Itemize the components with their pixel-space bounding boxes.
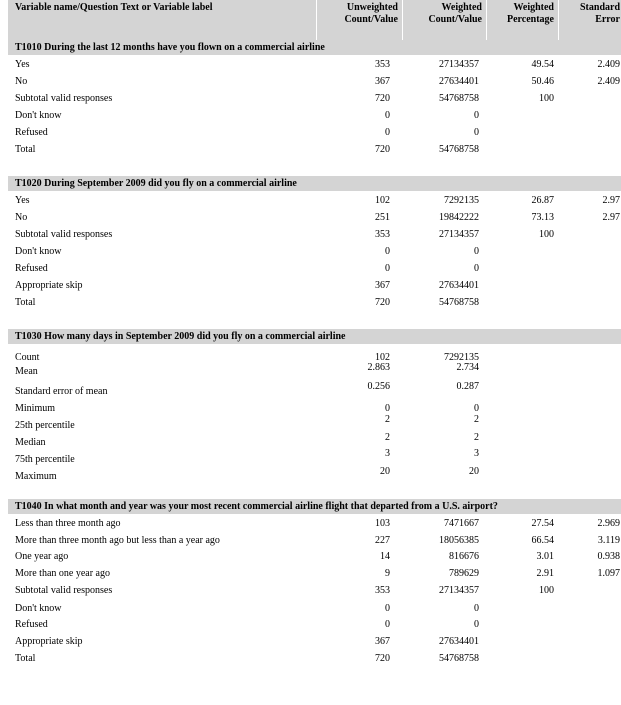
table-row [8,193,621,208]
standard-error: 2.97 [602,195,620,206]
section-title [8,176,621,191]
unweighted-value: 227 [375,535,390,546]
weighted-value: 18056385 [439,535,479,546]
row-label: Minimum [15,403,56,414]
table-row [8,142,621,157]
unweighted-value: 103 [375,518,390,529]
section-title [8,40,621,55]
row-label: Don't know [15,246,62,257]
header-variable: Variable name/Question Text or Variable label [15,2,213,13]
row-label: No [15,76,28,87]
table-row [8,516,621,531]
standard-error: 2.97 [602,212,620,223]
header-standard-error-line2: Error [595,14,620,25]
row-label: One year ago [15,551,69,562]
unweighted-value: 0 [385,110,390,121]
row-label: Total [15,653,36,664]
row-label: Count [15,352,40,363]
row-label: 75th percentile [15,454,75,465]
row-label: Subtotal valid responses [15,93,113,104]
row-label: Don't know [15,110,62,121]
table-row [8,210,621,225]
weighted-percentage: 50.46 [531,76,554,87]
header-weighted-percentage [488,2,554,26]
standard-error: 0.938 [597,551,620,562]
unweighted-value: 0 [385,246,390,257]
weighted-value: 27134357 [439,229,479,240]
row-label: Refused [15,619,48,630]
row-label: Appropriate skip [15,280,83,291]
weighted-value: 2 [474,414,479,425]
weighted-value: 27634401 [439,76,479,87]
row-label: Subtotal valid responses [15,585,113,596]
unweighted-value: 102 [375,352,390,363]
section-title-text: T1010 During the last 12 months have you flown on a commercial airline [15,42,325,53]
weighted-percentage: 100 [539,229,554,240]
header-weighted-percentage-line1: Weighted [513,2,554,13]
weighted-percentage: 3.01 [536,551,554,562]
table-row [8,244,621,259]
standard-error: 1.097 [597,568,620,579]
standard-error: 3.119 [597,535,620,546]
unweighted-value: 2 [385,432,390,443]
row-label: Yes [15,59,30,70]
table-row [8,466,621,484]
table-row [8,617,621,632]
weighted-value: 0 [474,110,479,121]
header-weighted-percentage-line2: Percentage [506,14,554,25]
unweighted-value: 353 [375,59,390,70]
unweighted-value: 0 [385,127,390,138]
weighted-percentage: 2.91 [536,568,554,579]
row-label: Median [15,437,46,448]
unweighted-value: 0 [385,263,390,274]
header-unweighted [310,2,398,26]
weighted-value: 7471667 [444,518,479,529]
row-label: Refused [15,127,48,138]
weighted-value: 7292135 [444,352,479,363]
table-row [8,634,621,649]
header-unweighted-line1: Unweighted [346,2,398,13]
weighted-value: 19842222 [439,212,479,223]
table-row [8,533,621,548]
unweighted-value: 720 [375,144,390,155]
section-title [8,329,621,344]
table-row [8,381,621,399]
standard-error: 2.969 [597,518,620,529]
unweighted-value: 20 [380,466,390,477]
unweighted-value: 0 [385,603,390,614]
weighted-value: 0 [474,403,479,414]
weighted-value: 27134357 [439,585,479,596]
weighted-value: 0.287 [456,381,479,392]
weighted-percentage: 26.87 [531,195,554,206]
unweighted-value: 0 [385,403,390,414]
header-unweighted-line2: Count/Value [344,14,398,25]
row-label: Less than three month ago [15,518,121,529]
weighted-value: 0 [474,246,479,257]
standard-error: 2.409 [597,76,620,87]
weighted-value: 0 [474,263,479,274]
weighted-percentage: 100 [539,93,554,104]
table-row [8,364,621,379]
unweighted-value: 353 [375,585,390,596]
weighted-value: 7292135 [444,195,479,206]
row-label: No [15,212,28,223]
section-title [8,499,621,514]
row-label: Subtotal valid responses [15,229,113,240]
unweighted-value: 3 [385,448,390,459]
unweighted-value: 367 [375,636,390,647]
table-row [8,583,621,598]
weighted-percentage: 100 [539,585,554,596]
row-label: Standard error of mean [15,386,108,397]
row-label: Refused [15,263,48,274]
table-row [8,57,621,72]
row-label: More than three month ago but less than a year ago [15,535,220,546]
weighted-value: 0 [474,603,479,614]
row-label: Maximum [15,471,57,482]
section-title-text: T1020 During September 2009 did you fly on a commercial airline [15,178,297,189]
unweighted-value: 14 [380,551,390,562]
weighted-value: 54768758 [439,144,479,155]
unweighted-value: 720 [375,653,390,664]
weighted-value: 2 [474,432,479,443]
table-row [8,601,621,616]
weighted-value: 816676 [449,551,479,562]
header-divider [558,0,559,41]
header-weighted [404,2,482,26]
weighted-value: 0 [474,619,479,630]
header-divider [486,0,487,41]
header-weighted-line2: Count/Value [428,14,482,25]
weighted-value: 27634401 [439,280,479,291]
weighted-percentage: 49.54 [531,59,554,70]
header-divider [402,0,403,41]
unweighted-value: 2 [385,414,390,425]
row-label: Total [15,297,36,308]
unweighted-value: 2.863 [367,362,390,373]
section-title-text: T1030 How many days in September 2009 did you fly on a commercial airline [15,331,346,342]
table-row [8,125,621,140]
unweighted-value: 0 [385,619,390,630]
header-standard-error-line1: Standard [579,2,620,13]
weighted-percentage: 73.13 [531,212,554,223]
section-title-text: T1040 In what month and year was your most recent commercial airline flight that departed from a U.S. airport? [15,501,498,512]
weighted-value: 54768758 [439,93,479,104]
weighted-value: 27134357 [439,59,479,70]
table-header [8,0,621,41]
row-label: More than one year ago [15,568,110,579]
table-row [8,549,621,564]
unweighted-value: 720 [375,297,390,308]
table-row [8,108,621,123]
unweighted-value: 251 [375,212,390,223]
weighted-percentage: 27.54 [531,518,554,529]
unweighted-value: 9 [385,568,390,579]
row-label: Total [15,144,36,155]
weighted-value: 20 [469,466,479,477]
table-row [8,74,621,89]
weighted-value: 3 [474,448,479,459]
row-label: Don't know [15,603,62,614]
weighted-value: 2.734 [456,362,479,373]
weighted-value: 0 [474,127,479,138]
weighted-value: 27634401 [439,636,479,647]
table-row [8,278,621,293]
row-label: Yes [15,195,30,206]
table-row [8,227,621,242]
table-row [8,261,621,276]
unweighted-value: 367 [375,280,390,291]
table-row [8,91,621,106]
table-row [8,651,621,666]
table-row [8,295,621,310]
unweighted-value: 367 [375,76,390,87]
weighted-percentage: 66.54 [531,535,554,546]
weighted-value: 789629 [449,568,479,579]
header-weighted-line1: Weighted [441,2,482,13]
standard-error: 2.409 [597,59,620,70]
unweighted-value: 102 [375,195,390,206]
row-label: 25th percentile [15,420,75,431]
unweighted-value: 353 [375,229,390,240]
table-row [8,566,621,581]
unweighted-value: 0.256 [367,381,390,392]
unweighted-value: 720 [375,93,390,104]
row-label: Mean [15,366,38,377]
header-standard-error [560,2,620,26]
weighted-value: 54768758 [439,653,479,664]
weighted-value: 54768758 [439,297,479,308]
row-label: Appropriate skip [15,636,83,647]
